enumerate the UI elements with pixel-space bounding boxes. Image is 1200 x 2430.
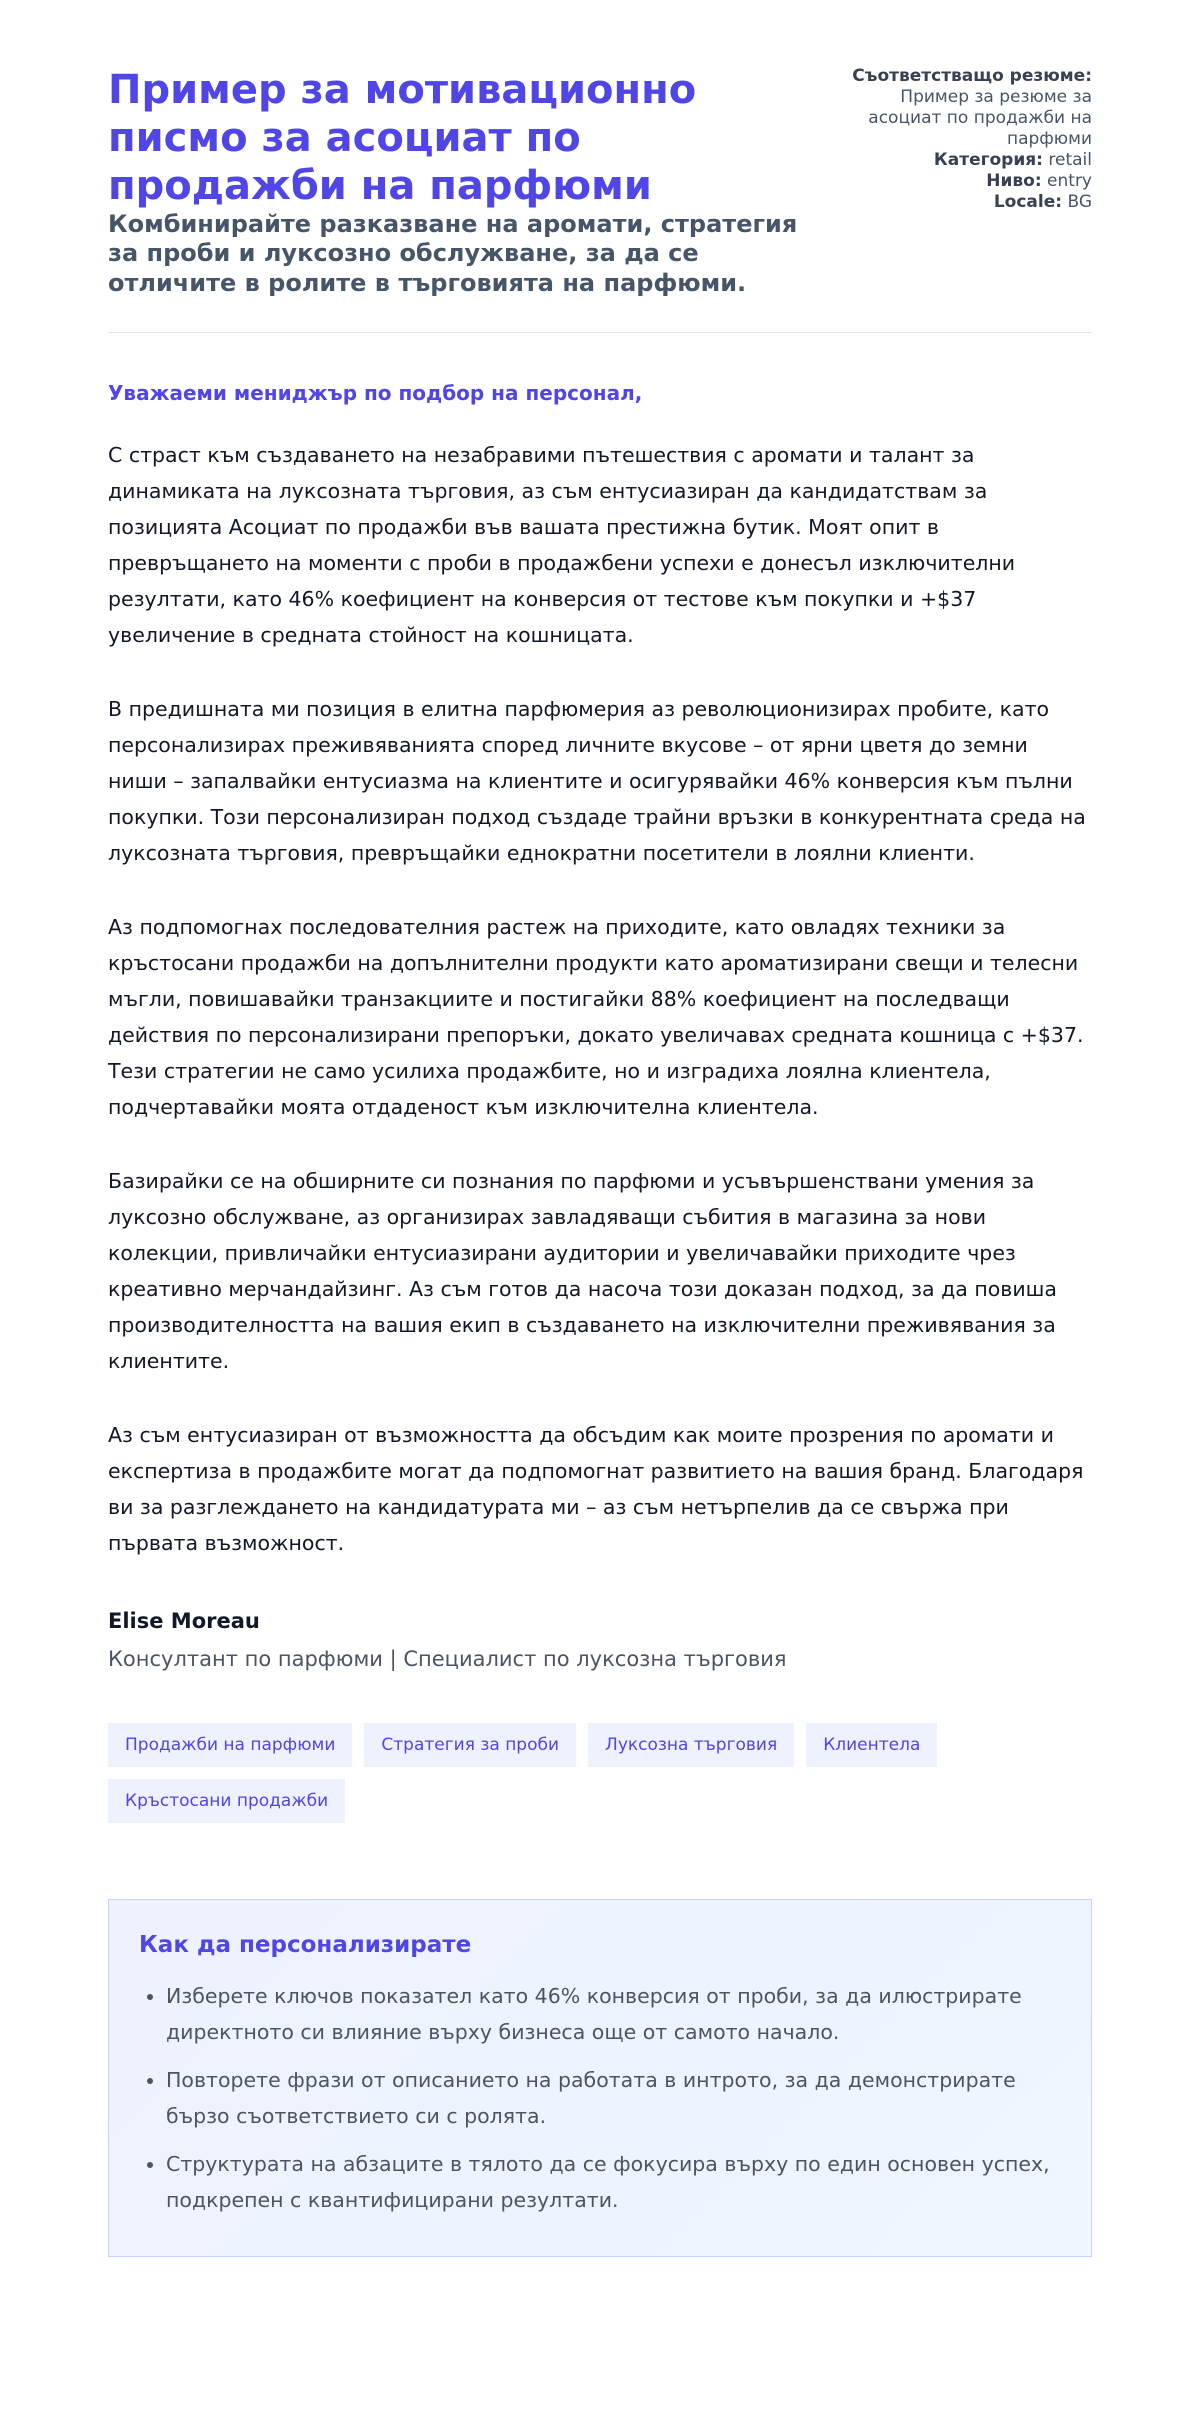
page-title: Пример за мотивационно писмо за асоциат по продажби на парфюми [108,67,697,209]
meta-locale-value: BG [1067,192,1092,212]
customization-tips-box [108,1899,1092,2257]
letter-paragraph: Аз подпомогнах последователния растеж на приходите, като овладях техники за кръстосани продажби на допълнителни продукти като ароматизирани свещи и телесни мъгли, повишавайки транзакциите и постигайки 88% коефициент на последващи действия по персонализирани препоръки, докато увеличавах средната кошница с +$37. Тези стратегии не само усилиха продажбите, но и изградиха лоялна клиентела, подчертавайки моята отдаденост към изключителна клиентела. [108,914,1084,1119]
signature-name: Elise Moreau [108,1608,260,1633]
skill-tag[interactable]: Клиентела [806,1723,937,1767]
letter-paragraph: С страст към създаването на незабравими пътешествия с аромати и талант за динамиката на луксозната търговия, аз съм ентусиазиран да кандидатствам за позицията Асоциат по продажби във вашата престижна бутик. Моят опит в превръщането на моменти с проби в продажбени успехи е донесъл изключителни резултати, като 46% коефициент на конверсия от тестове към покупки и +$37 увеличение в средната стойност на кошницата. [108,442,1016,647]
meta-resume-label-row [824,66,1092,87]
tip-item: • Структурата на абзаците в тялото да се фокусира върху по един основен успех, подкрепен с квантифицирани резултати. [166,2146,1061,2218]
page-header [108,66,1092,298]
letter-greeting: Уважаеми мениджър по подбор на персонал, [108,380,643,405]
header-title-block [108,66,824,298]
meta-level-row [824,171,1092,192]
skill-tag[interactable]: Продажби на парфюми [108,1723,352,1767]
signature-role: Консултант по парфюми | Специалист по луксозна търговия [108,1646,787,1671]
signature-block [108,1609,1092,1671]
meta-resume-value-row [824,87,1092,150]
skill-tag[interactable]: Стратегия за проби [364,1723,576,1767]
skill-tag[interactable]: Кръстосани продажби [108,1779,345,1823]
meta-level-label: Ниво: [986,171,1042,191]
meta-resume-label: Съответстващо резюме: [852,66,1092,86]
tips-title: Как да персонализирате [139,1931,472,1958]
tip-item: • Повторете фрази от описанието на работата в интрото, за да демонстрирате бързо съответствието си с ролята. [166,2062,1061,2134]
letter-body [108,437,1092,1561]
page-subtitle: Комбинирайте разказване на аромати, стратегия за проби и луксозно обслужване, за да се отличите в ролите в търговията на парфюми. [108,210,798,297]
letter-paragraph: Базирайки се на обширните си познания по парфюми и усъвършенствани умения за луксозно обслужване, аз организирах завладяващи събития в магазина за нови колекции, привличайки ентусиазирани аудитории и увеличавайки приходите чрез креативно мерчандайзинг. Аз съм готов да насоча този доказан подход, за да повиша производителността на вашия екип в създаването на изключителни преживявания за клиентите. [108,1168,1057,1373]
letter-paragraph: В предишната ми позиция в елитна парфюмерия аз революционизирах пробите, като персонализирах преживяванията според личните вкусове – от ярни цветя до земни ниши – запалвайки ентусиазма на клиентите и осигурявайки 46% конверсия към пълни покупки. Този персонализиран подход създаде трайни връзки в конкурентната среда на луксозната търговия, превръщайки еднократни посетители в лоялни клиенти. [108,696,1086,865]
meta-category-row [824,150,1092,171]
meta-category-label: Категория: [933,150,1043,170]
skill-tag[interactable]: Луксозна търговия [588,1723,794,1767]
letter-paragraph: Аз съм ентусиазиран от възможността да обсъдим как моите прозрения по аромати и експертиза в продажбите могат да подпомогнат развитието на вашия бранд. Благодаря ви за разглеждането на кандидатурата ми – аз съм нетърпелив да се свържа при първата възможност. [108,1422,1084,1555]
header-divider [108,332,1092,333]
tip-item: • Изберете ключов показател като 46% конверсия от проби, за да илюстрирате директното си влияние върху бизнеса още от самото начало. [166,1978,1061,2050]
tips-list [139,1978,1061,2218]
meta-category-value: retail [1048,150,1092,170]
skill-tags [108,1723,1092,1835]
meta-resume-link[interactable]: Пример за резюме за асоциат по продажби на парфюми [868,87,1092,149]
meta-level-value: entry [1047,171,1092,191]
meta-panel [824,66,1092,213]
meta-locale-label: Locale: [993,192,1063,212]
meta-locale-row [824,192,1092,213]
